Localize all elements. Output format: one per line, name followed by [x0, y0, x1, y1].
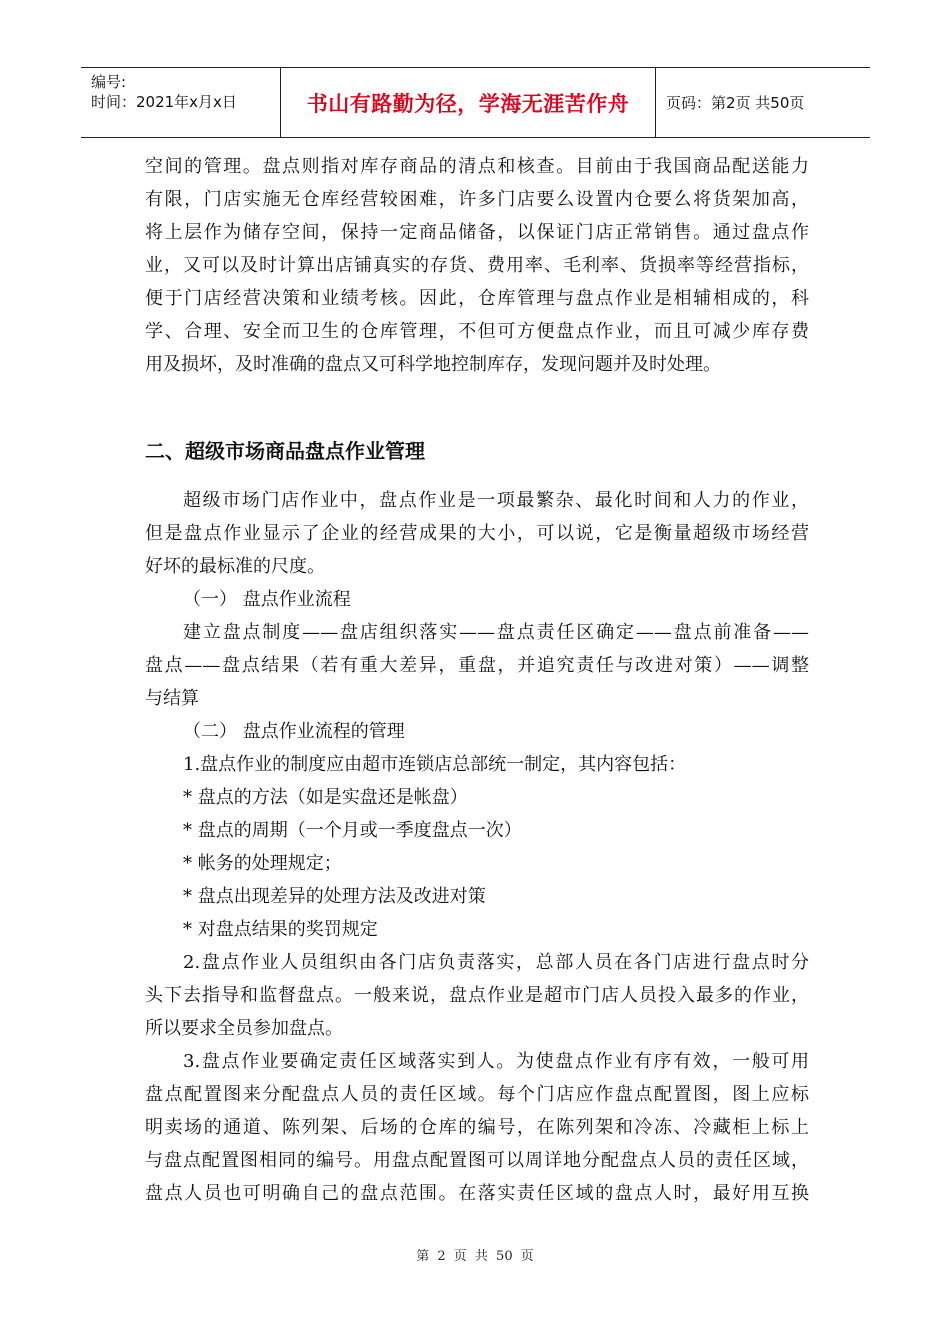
subsection-heading: （二） 盘点作业流程的管理: [183, 721, 405, 742]
document-header: [81, 67, 870, 138]
paragraph-line: 头下去指导和监督盘点。一般来说，盘点作业是超市门店人员投入最多的作业，: [145, 985, 809, 1006]
paragraph-line: 2.盘点作业人员组织由各门店负责落实，总部人员在各门店进行盘点时分: [183, 952, 809, 973]
page-footer: 第 2 页 共 50 页: [416, 1249, 534, 1264]
paragraph-line: 学、合理、安全而卫生的仓库管理，不但可方便盘点作业，而且可减少库存费: [145, 321, 809, 342]
paragraph-line: 业，又可以及时计算出店铺真实的存货、费用率、毛利率、货损率等经营指标，: [145, 255, 809, 276]
paragraph-line: 明卖场的通道、陈列架、后场的仓库的编号，在陈列架和冷冻、冷藏柜上标上: [145, 1117, 809, 1138]
subsection-heading: （一） 盘点作业流程: [183, 589, 351, 610]
paragraph-line: 空间的管理。盘点则指对库存商品的清点和核查。目前由于我国商品配送能力: [145, 156, 809, 177]
header-page-cell: [656, 68, 870, 137]
paragraph-line: 便于门店经营决策和业绩考核。因此，仓库管理与盘点作业是相辅相成的，科: [145, 288, 809, 309]
bullet-item: * 对盘点结果的奖罚规定: [183, 919, 378, 940]
paragraph-line: 但是盘点作业显示了企业的经营成果的大小，可以说，它是衡量超级市场经营: [145, 523, 809, 544]
flow-line: 盘点——盘点结果（若有重大差异，重盘，并追究责任与改进对策）——调整: [145, 655, 809, 676]
bullet-item: * 盘点出现差异的处理方法及改进对策: [183, 886, 486, 907]
paragraph-line: 所以要求全员参加盘点。: [145, 1018, 343, 1039]
paragraph-line: 用及损坏，及时准确的盘点又可科学地控制库存，发现问题并及时处理。: [145, 354, 721, 375]
paragraph-line: 盘点人员也可明确自己的盘点范围。在落实责任区域的盘点人时，最好用互换: [145, 1183, 809, 1204]
document-number-label: 编号:: [91, 73, 127, 91]
paragraph-line: 盘点配置图来分配盘点人员的责任区域。每个门店应作盘点配置图，图上应标: [145, 1084, 809, 1105]
bullet-item: * 盘点的方法（如是实盘还是帐盘）: [183, 787, 468, 808]
paragraph-line: 好坏的最标准的尺度。: [145, 556, 325, 577]
section-heading: 二、超级市场商品盘点作业管理: [145, 439, 425, 463]
header-motto: 书山有路勤为径，学海无涯苦作舟: [306, 91, 630, 116]
list-item-intro: 1.盘点作业的制度应由超市连锁店总部统一制定，其内容包括：: [183, 754, 687, 775]
flow-line: 建立盘点制度——盘店组织落实——盘点责任区确定——盘点前准备——: [183, 622, 809, 643]
bullet-item: * 盘点的周期（一个月或一季度盘点一次）: [183, 820, 522, 841]
flow-line: 与结算: [145, 688, 199, 709]
paragraph-line: 3.盘点作业要确定责任区域落实到人。为使盘点作业有序有效，一般可用: [183, 1051, 809, 1072]
paragraph-line: 有限，门店实施无仓库经营较困难，许多门店要么设置内仓要么将货架加高，: [145, 189, 809, 210]
header-meta: [81, 68, 281, 137]
header-motto-cell: [281, 68, 656, 137]
paragraph-line: 与盘点配置图相同的编号。用盘点配置图可以周详地分配盘点人员的责任区域，: [145, 1150, 809, 1171]
header-page-info: 页码：第2页 共50页: [666, 94, 805, 112]
bullet-item: * 帐务的处理规定；: [183, 853, 342, 874]
paragraph-line: 将上层作为储存空间，保持一定商品储备，以保证门店正常销售。通过盘点作: [145, 222, 809, 243]
paragraph-line: 超级市场门店作业中，盘点作业是一项最繁杂、最化时间和人力的作业，: [183, 490, 809, 511]
document-date: 时间：2021年x月x日: [91, 93, 237, 111]
